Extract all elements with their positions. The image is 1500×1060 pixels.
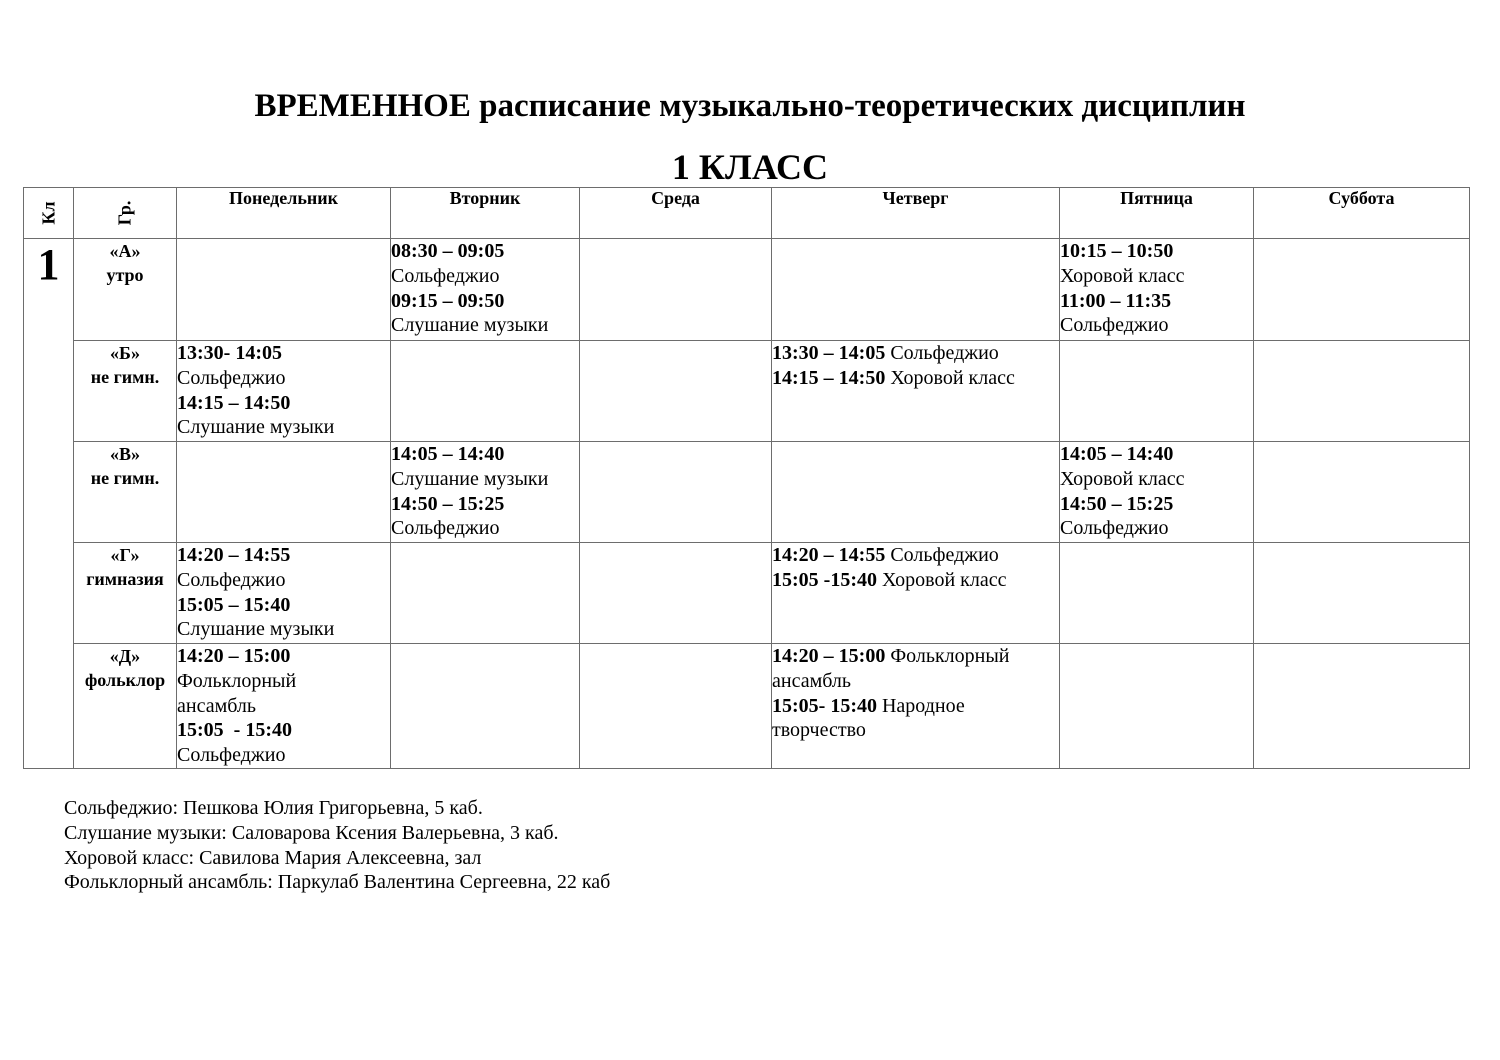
cell-g-saturday [1254, 543, 1470, 644]
header-tuesday: Вторник [391, 188, 580, 239]
cell-b-monday: 13:30- 14:05 Сольфеджио 14:15 – 14:50 Слушание музыки [177, 341, 391, 442]
cell-a-tuesday: 08:30 – 09:05 Сольфеджио 09:15 – 09:50 Слушание музыки [391, 239, 580, 341]
header-friday: Пятница [1060, 188, 1254, 239]
group-row-g [24, 543, 1470, 644]
cell-a-saturday [1254, 239, 1470, 341]
cell-d-wednesday [580, 644, 772, 769]
header-monday: Понедельник [177, 188, 391, 239]
note-line: Фольклорный ансамбль: Паркулаб Валентина Сергеевна, 22 каб [64, 871, 611, 894]
cell-a-monday [177, 239, 391, 341]
header-thursday: Четверг [772, 188, 1060, 239]
cell-g-monday: 14:20 – 14:55 Сольфеджио 15:05 – 15:40 Слушание музыки [177, 543, 391, 644]
group-label-g: «Г» гимназия [74, 543, 177, 644]
cell-b-wednesday [580, 341, 772, 442]
cell-v-wednesday [580, 442, 772, 543]
group-label-v: «В» не гимн. [74, 442, 177, 543]
cell-g-tuesday [391, 543, 580, 644]
cell-b-friday [1060, 341, 1254, 442]
cell-b-saturday [1254, 341, 1470, 442]
page-title: ВРЕМЕННОЕ расписание музыкально-теоретических дисциплин [254, 88, 1246, 124]
cell-d-friday [1060, 644, 1254, 769]
cell-g-thursday: 14:20 – 14:55 Сольфеджио 15:05 -15:40 Хоровой класс [772, 543, 1060, 644]
cell-g-wednesday [580, 543, 772, 644]
group-row-a [24, 239, 1470, 341]
cell-v-monday [177, 442, 391, 543]
group-label-a: «А» утро [74, 239, 177, 341]
group-row-d [24, 644, 1470, 769]
cell-g-friday [1060, 543, 1254, 644]
cell-v-friday: 14:05 – 14:40 Хоровой класс 14:50 – 15:25 Сольфеджио [1060, 442, 1254, 543]
cell-b-tuesday [391, 341, 580, 442]
group-row-b [24, 341, 1470, 442]
note-line: Хоровой класс: Савилова Мария Алексеевна, зал [64, 846, 482, 869]
group-label-d: «Д» фольклор [74, 644, 177, 769]
cell-a-friday: 10:15 – 10:50 Хоровой класс 11:00 – 11:35 Сольфеджио [1060, 239, 1254, 341]
header-class-column: Кл [24, 188, 74, 239]
header-row [24, 188, 1470, 239]
header-saturday: Суббота [1254, 188, 1470, 239]
header-wednesday: Среда [580, 188, 772, 239]
cell-v-tuesday: 14:05 – 14:40 Слушание музыки 14:50 – 15:25 Сольфеджио [391, 442, 580, 543]
cell-d-tuesday [391, 644, 580, 769]
group-label-b: «Б» не гимн. [74, 341, 177, 442]
cell-a-wednesday [580, 239, 772, 341]
cell-a-thursday [772, 239, 1060, 341]
cell-v-saturday [1254, 442, 1470, 543]
group-row-v [24, 442, 1470, 543]
note-line: Слушание музыки: Саловарова Ксения Валерьевна, 3 каб. [64, 821, 559, 844]
cell-b-thursday: 13:30 – 14:05 Сольфеджио 14:15 – 14:50 Хоровой класс [772, 341, 1060, 442]
cell-d-saturday [1254, 644, 1470, 769]
schedule-table [23, 187, 1470, 769]
class-number: 1 [24, 239, 74, 769]
cell-d-monday: 14:20 – 15:00 Фольклорный ансамбль 15:05 - 15:40 Сольфеджио [177, 644, 391, 769]
teacher-notes [64, 796, 610, 895]
cell-v-thursday [772, 442, 1060, 543]
note-line: Сольфеджио: Пешкова Юлия Григорьевна, 5 каб. [64, 797, 483, 819]
cell-d-thursday: 14:20 – 15:00 Фольклорный ансамбль 15:05- 15:40 Народное творчество [772, 644, 1060, 769]
header-group-column: Гр. [74, 188, 177, 239]
class-title: 1 КЛАСС [671, 147, 829, 187]
